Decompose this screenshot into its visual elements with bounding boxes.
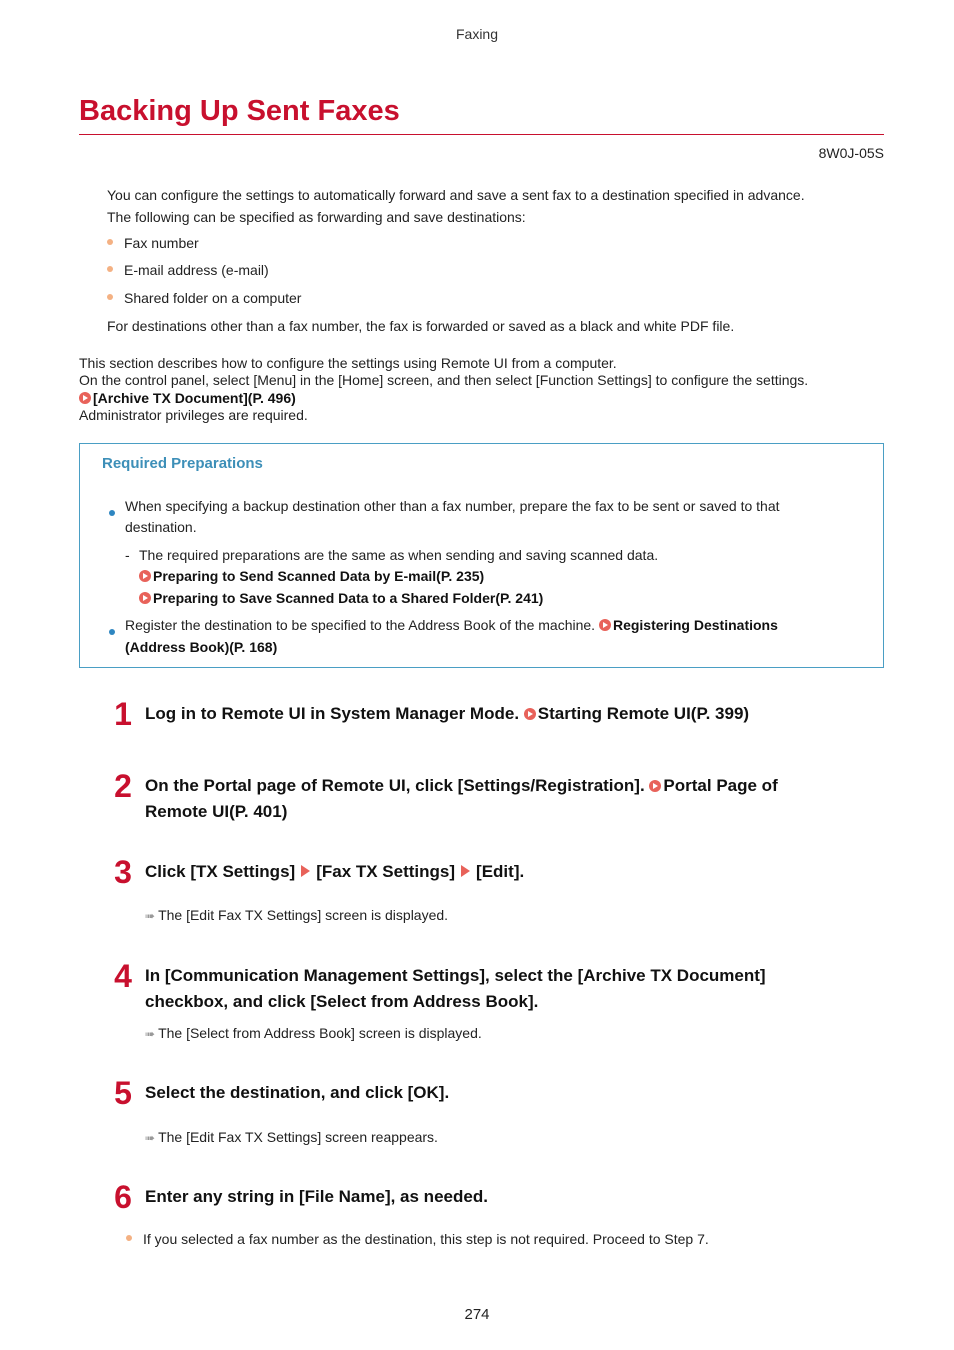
step-1-instruction: Log in to Remote UI in System Manager Mode.: [145, 704, 520, 723]
prep-bullet-1-icon: [109, 503, 115, 521]
step-3-part-1: Click [TX Settings]: [145, 862, 296, 881]
intro-note: For destinations other than a fax number, the fax is forwarded or saved as a black and white PDF file.: [107, 318, 735, 334]
page-title: Backing Up Sent Faxes: [79, 95, 400, 127]
bullet-dot-icon: [107, 239, 113, 245]
step-number: 1: [114, 696, 132, 732]
bullet-dot-icon: [126, 1235, 132, 1241]
registering-destinations-link-cont[interactable]: (Address Book)(P. 168): [125, 639, 278, 655]
menu-path-arrow-icon: [301, 865, 310, 877]
result-arrow-icon: ➠: [145, 1131, 156, 1145]
step-4-line-2: checkbox, and click [Select from Address Book].: [145, 992, 539, 1011]
prep-sub-dash: -: [125, 547, 130, 563]
page-number: 274: [464, 1306, 490, 1323]
step-2-line-2: [145, 799, 287, 825]
step-3-result-text: The [Edit Fax TX Settings] screen is displayed.: [158, 907, 449, 923]
intro-bullet: [107, 290, 301, 306]
link-arrow-icon: [139, 570, 151, 582]
intro-bullet-text: E-mail address (e-mail): [124, 262, 269, 278]
prep-bullet-2-icon: [109, 622, 115, 640]
intro-line-2: The following can be specified as forwarding and save destinations:: [107, 209, 526, 225]
step-6-text: Enter any string in [File Name], as needed.: [145, 1187, 488, 1206]
title-divider: [79, 134, 884, 135]
portal-page-link[interactable]: Portal Page of: [663, 776, 778, 795]
prep-sub-text: The required preparations are the same as when sending and saving scanned data.: [139, 547, 659, 563]
bullet-dot-icon: [107, 266, 113, 272]
step-number: 5: [114, 1075, 132, 1111]
prep-item-2-text: Register the destination to be specified to the Address Book of the machine.: [125, 617, 596, 633]
section-desc-line-3: Administrator privileges are required.: [79, 407, 308, 423]
step-number: 3: [114, 854, 132, 890]
intro-bullet: [107, 235, 199, 251]
registering-destinations-link[interactable]: Registering Destinations: [612, 617, 778, 633]
intro-line-1: You can configure the settings to automatically forward and save a sent fax to a destination specified in advance.: [107, 187, 805, 203]
prep-email-link-text: Preparing to Send Scanned Data by E-mail(P. 235): [153, 568, 485, 584]
step-5-result: [145, 1129, 438, 1145]
prep-item-2-line-2: [125, 637, 277, 657]
prep-item-1-line-2: destination.: [125, 519, 197, 535]
step-3-text: [145, 859, 524, 885]
document-id: 8W0J-05S: [818, 145, 884, 161]
prep-shared-folder-link[interactable]: [139, 588, 543, 608]
link-arrow-icon: [79, 392, 91, 404]
archive-tx-link-text: [Archive TX Document](P. 496): [93, 390, 296, 406]
step-5-result-text: The [Edit Fax TX Settings] screen reappears.: [158, 1129, 438, 1145]
step-4-line-1: In [Communication Management Settings], select the [Archive TX Document]: [145, 966, 766, 985]
step-number: 4: [114, 958, 132, 994]
step-3-part-3: [Edit].: [476, 862, 525, 881]
portal-page-link-cont[interactable]: Remote UI(P. 401): [145, 802, 288, 821]
result-arrow-icon: ➠: [145, 909, 156, 923]
step-6-note-text: If you selected a fax number as the destination, this step is not required. Proceed to Step 7.: [143, 1231, 709, 1247]
step-2-instruction: On the Portal page of Remote UI, click [Settings/Registration].: [145, 776, 645, 795]
prep-item-2-line-1: [125, 615, 778, 635]
starting-remote-ui-link[interactable]: Starting Remote UI(P. 399): [537, 704, 750, 723]
link-arrow-icon: [649, 780, 661, 792]
intro-bullet-text: Shared folder on a computer: [124, 290, 302, 306]
intro-bullet-text: Fax number: [124, 235, 199, 251]
running-header: Faxing: [455, 26, 499, 42]
step-3-result: [145, 907, 448, 923]
link-arrow-icon: [139, 592, 151, 604]
step-2-line-1: [145, 773, 778, 799]
archive-tx-link[interactable]: [79, 390, 296, 407]
section-desc-line-2: On the control panel, select [Menu] in the [Home] screen, and then select [Function Settings] to configure the settings.: [79, 372, 809, 388]
bullet-dot-icon: [107, 294, 113, 300]
link-arrow-icon: [599, 619, 611, 631]
step-number: 2: [114, 768, 132, 804]
intro-bullet: [107, 262, 269, 278]
step-1-text: [145, 701, 749, 727]
link-arrow-icon: [524, 708, 536, 720]
preparations-title: Required Preparations: [102, 455, 263, 472]
step-4-result: [145, 1025, 482, 1041]
section-desc-line-1: This section describes how to configure the settings using Remote UI from a computer.: [79, 355, 617, 371]
step-6-note: [126, 1231, 709, 1247]
menu-path-arrow-icon: [461, 865, 470, 877]
prep-shared-folder-link-text: Preparing to Save Scanned Data to a Shared Folder(P. 241): [153, 590, 544, 606]
step-5-text: Select the destination, and click [OK].: [145, 1083, 450, 1102]
prep-email-link[interactable]: [139, 566, 484, 586]
result-arrow-icon: ➠: [145, 1027, 156, 1041]
step-4-result-text: The [Select from Address Book] screen is displayed.: [158, 1025, 482, 1041]
prep-item-1-line-1: When specifying a backup destination other than a fax number, prepare the fax to be sent or saved to that: [125, 498, 780, 514]
step-3-part-2: [Fax TX Settings]: [316, 862, 456, 881]
step-number: 6: [114, 1179, 132, 1215]
